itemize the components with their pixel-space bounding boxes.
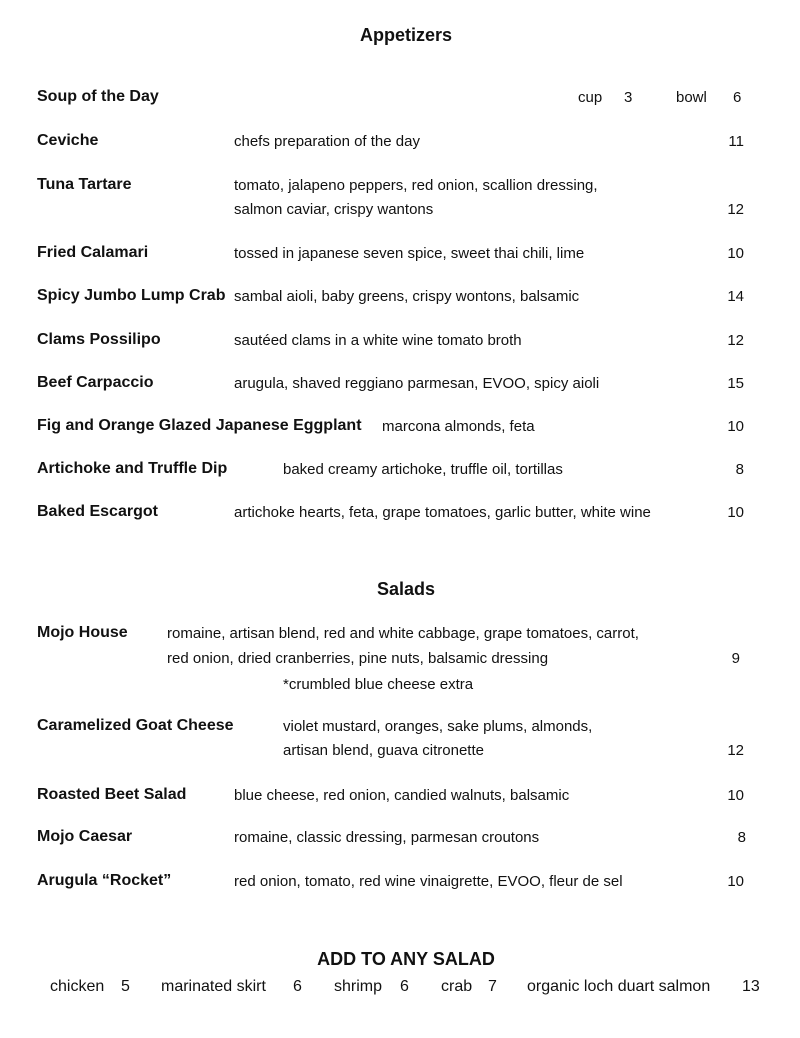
menu-item-price: 10: [727, 873, 744, 890]
menu-item-price: 8: [735, 461, 744, 478]
menu-item-desc: salmon caviar, crispy wantons: [234, 201, 434, 218]
addon-price: 6: [400, 978, 409, 995]
menu-item-desc: artisan blend, guava citronette: [283, 742, 484, 759]
soup-cup-price: 3: [624, 89, 633, 106]
menu-item-name: Arugula “Rocket”: [37, 872, 172, 889]
appetizers-heading: Appetizers: [359, 25, 453, 45]
menu-item-desc: artichoke hearts, feta, grape tomatoes, garlic butter, white wine: [234, 504, 651, 521]
menu-item-name: Mojo House: [37, 624, 128, 641]
menu-item-desc: blue cheese, red onion, candied walnuts, balsamic: [234, 787, 570, 804]
addon-name: organic loch duart salmon: [527, 978, 711, 995]
addon-name: shrimp: [334, 978, 383, 995]
menu-item-note: *crumbled blue cheese extra: [283, 676, 474, 693]
menu-item-desc: romaine, classic dressing, parmesan croutons: [234, 829, 540, 846]
menu-item-name: Ceviche: [37, 132, 99, 149]
menu-item-name: Artichoke and Truffle Dip: [37, 460, 228, 477]
menu-item-name: Tuna Tartare: [37, 176, 132, 193]
soup-bowl-price: 6: [733, 89, 742, 106]
soup-bowl-label: bowl: [676, 89, 707, 106]
menu-item-price: 8: [737, 829, 746, 846]
menu-item-desc: tossed in japanese seven spice, sweet thai chili, lime: [234, 245, 585, 262]
menu-item-price: 10: [727, 418, 744, 435]
menu-item-name: Fig and Orange Glazed Japanese Eggplant: [37, 417, 362, 434]
menu-item-desc: marcona almonds, feta: [382, 418, 535, 435]
addon-price: 6: [293, 978, 302, 995]
menu-item-name: Beef Carpaccio: [37, 374, 154, 391]
soup-name: Soup of the Day: [37, 88, 159, 105]
menu-item-name: Mojo Caesar: [37, 828, 133, 845]
menu-item-desc: romaine, artisan blend, red and white cabbage, grape tomatoes, carrot,: [167, 625, 639, 642]
menu-item-desc: chefs preparation of the day: [234, 133, 420, 150]
addon-price: 5: [121, 978, 130, 995]
menu-item-price: 9: [731, 650, 740, 667]
menu-item-price: 10: [727, 504, 744, 521]
menu-item-name: Spicy Jumbo Lump Crab: [37, 287, 226, 304]
menu-item-desc: baked creamy artichoke, truffle oil, tortillas: [283, 461, 563, 478]
menu-item-desc: red onion, dried cranberries, pine nuts, balsamic dressing: [167, 650, 549, 667]
menu-item-name: Baked Escargot: [37, 503, 158, 520]
menu-item-name: Roasted Beet Salad: [37, 786, 187, 803]
menu-item-price: 14: [727, 288, 744, 305]
menu-item-desc: sautéed clams in a white wine tomato broth: [234, 332, 522, 349]
menu-item-desc: red onion, tomato, red wine vinaigrette, EVOO, fleur de sel: [234, 873, 623, 890]
menu-item-desc: tomato, jalapeno peppers, red onion, scallion dressing,: [234, 177, 598, 194]
menu-item-price: 12: [727, 742, 744, 759]
menu-item-desc: sambal aioli, baby greens, crispy wontons, balsamic: [234, 288, 580, 305]
menu-item-price: 12: [727, 332, 744, 349]
addons-heading: ADD TO ANY SALAD: [317, 949, 495, 969]
salads-heading: Salads: [376, 579, 436, 599]
menu-item-desc: violet mustard, oranges, sake plums, almonds,: [283, 718, 593, 735]
menu-item-name: Clams Possilipo: [37, 331, 161, 348]
menu-item-price: 11: [728, 133, 744, 150]
addon-price: 7: [488, 978, 497, 995]
addon-name: marinated skirt: [161, 978, 266, 995]
soup-cup-label: cup: [578, 89, 603, 106]
menu-item-name: Fried Calamari: [37, 244, 149, 261]
menu-item-price: 10: [727, 787, 744, 804]
addon-name: crab: [441, 978, 473, 995]
menu-item-price: 10: [727, 245, 744, 262]
addon-name: chicken: [50, 978, 105, 995]
menu-item-price: 15: [727, 375, 744, 392]
menu-item-name: Caramelized Goat Cheese: [37, 717, 234, 734]
addon-price: 13: [742, 978, 760, 995]
menu-item-price: 12: [727, 201, 744, 218]
menu-item-desc: arugula, shaved reggiano parmesan, EVOO, spicy aioli: [234, 375, 600, 392]
